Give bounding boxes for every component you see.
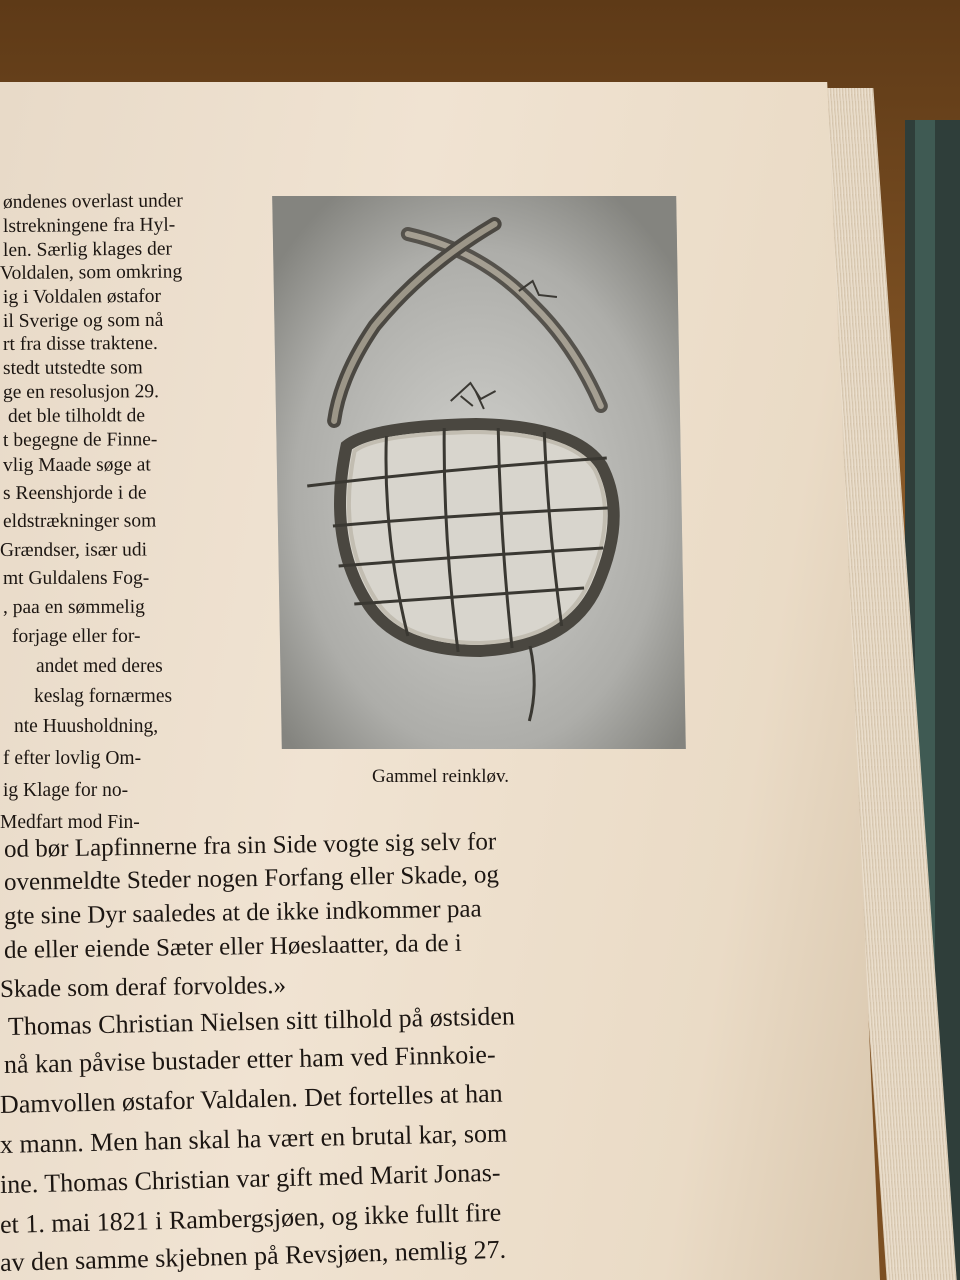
body-line: et 1. mai 1821 i Rambergsjøen, og ikke fullt fire (0, 1197, 502, 1239)
column-line: rt fra disse traktene. (2, 332, 158, 355)
column-line: keslag fornærmes (34, 686, 173, 707)
column-line: Voldalen, som omkring (0, 261, 183, 284)
figure-caption: Gammel reinkløv. (372, 766, 510, 787)
body-line: x mann. Men han skal ha vært en brutal kar, som (0, 1118, 508, 1159)
column-line: stedt utstedte som (2, 357, 143, 379)
column-line: det ble tilholdt de (7, 405, 146, 427)
column-line: , paa en sømmelig (2, 596, 145, 618)
snowshoe-photo (272, 196, 686, 749)
column-line: ig Klage for no- (3, 780, 129, 801)
body-line: av den samme skjebnen på Revsjøen, nemlig 27. (0, 1234, 507, 1277)
body-line: Damvollen østafor Valdalen. Det fortelles at han (0, 1078, 503, 1119)
column-line: ig i Voldalen østafor (2, 285, 162, 308)
body-line: nå kan påvise bustader etter ham ved Finnkoie- (3, 1039, 496, 1079)
column-line: f efter lovlig Om- (3, 748, 142, 769)
body-line: gte sine Dyr saaledes at de ikke indkommer paa (3, 895, 482, 930)
column-line: s Reenshjorde i de (2, 482, 147, 504)
column-line: vlig Maade søge at (2, 454, 151, 476)
column-line: nte Huusholdning, (14, 716, 159, 737)
body-line: Thomas Christian Nielsen sitt tilhold på østsiden (7, 1001, 516, 1041)
column-line: lstrekningene fra Hyl- (2, 214, 176, 237)
body-line: od bør Lapfinnerne fra sin Side vogte sig selv for (3, 828, 497, 863)
column-line: Medfart mod Fin- (0, 812, 140, 833)
column-line: t begegne de Finne- (2, 429, 158, 451)
body-line: Skade som deraf forvoldes.» (0, 972, 287, 1003)
body-line: de eller eiende Sæter eller Høeslaatter, da de i (3, 929, 462, 964)
column-line: mt Guldalens Fog- (2, 567, 150, 589)
body-line: ine. Thomas Christian var gift med Marit Jonas- (0, 1157, 501, 1199)
column-line: øndenes overlast under (2, 190, 183, 213)
body-line: ovenmeldte Steder nogen Forfang eller Skade, og (3, 861, 500, 896)
snowshoe-illustration (272, 196, 686, 749)
column-line: andet med deres (36, 656, 163, 677)
column-line: eldstrækninger som (2, 510, 157, 532)
column-line: il Sverige og som nå (2, 309, 164, 332)
column-line: ge en resolusjon 29. (2, 381, 160, 403)
column-line: forjage eller for- (11, 625, 141, 647)
column-line: Grændser, især udi (0, 539, 148, 561)
column-line: len. Særlig klages der (2, 238, 173, 261)
